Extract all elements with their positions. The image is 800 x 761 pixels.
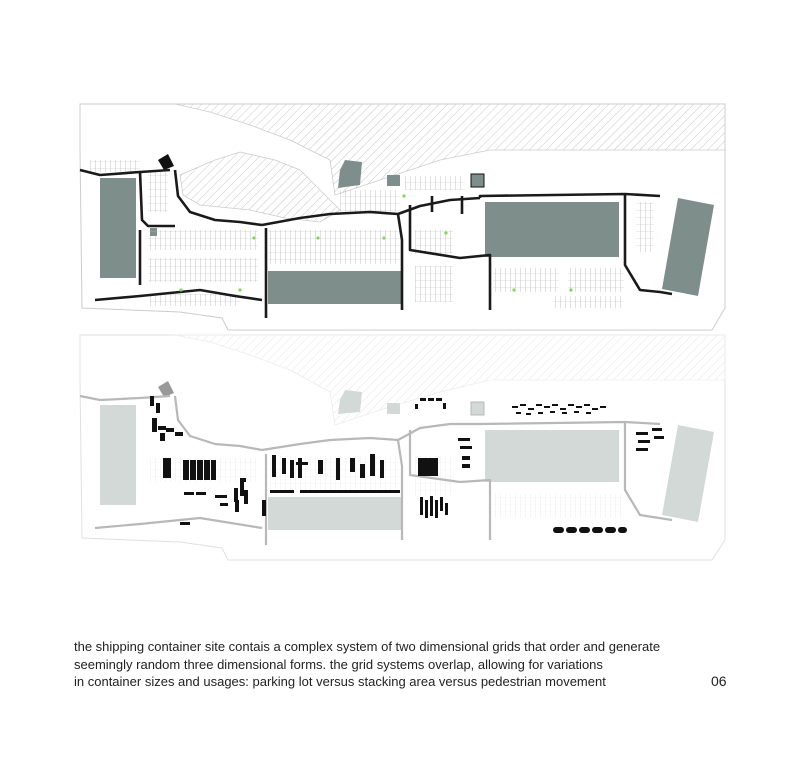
building-warehouse-central-faded (268, 497, 402, 530)
building-warehouse-far-east (662, 198, 714, 296)
building-warehouse-west (100, 178, 136, 278)
hatched-terrain-faded (175, 335, 725, 425)
building-small-box-faded (471, 402, 484, 415)
building-warehouse-east (485, 202, 619, 257)
hatched-slope (180, 152, 340, 222)
building-warehouse-far-east-faded (662, 425, 714, 522)
caption (74, 638, 694, 691)
caption-line-1: the shipping container site contais a complex system of two dimensional grids that order and generate (74, 639, 661, 654)
building-small-box (471, 174, 484, 187)
building-black-kiosk (158, 154, 174, 170)
site-plan-grid (80, 104, 725, 330)
building-kiosk-faded (158, 381, 174, 397)
building-warehouse-west-faded (100, 405, 136, 505)
building-warehouse-central (268, 271, 402, 304)
site-plan-containers (80, 335, 725, 560)
building-small-square-faded (387, 403, 400, 414)
caption-line-3: in container sizes and usages: parking lot versus stacking area versus pedestrian movement (74, 674, 606, 689)
caption-line-2: seemingly random three dimensional forms. the grid systems overlap, allowing for variations (74, 656, 603, 672)
page-number: 06 (711, 673, 727, 689)
building-warehouse-east-faded (485, 430, 619, 482)
building-small-square (387, 175, 400, 186)
